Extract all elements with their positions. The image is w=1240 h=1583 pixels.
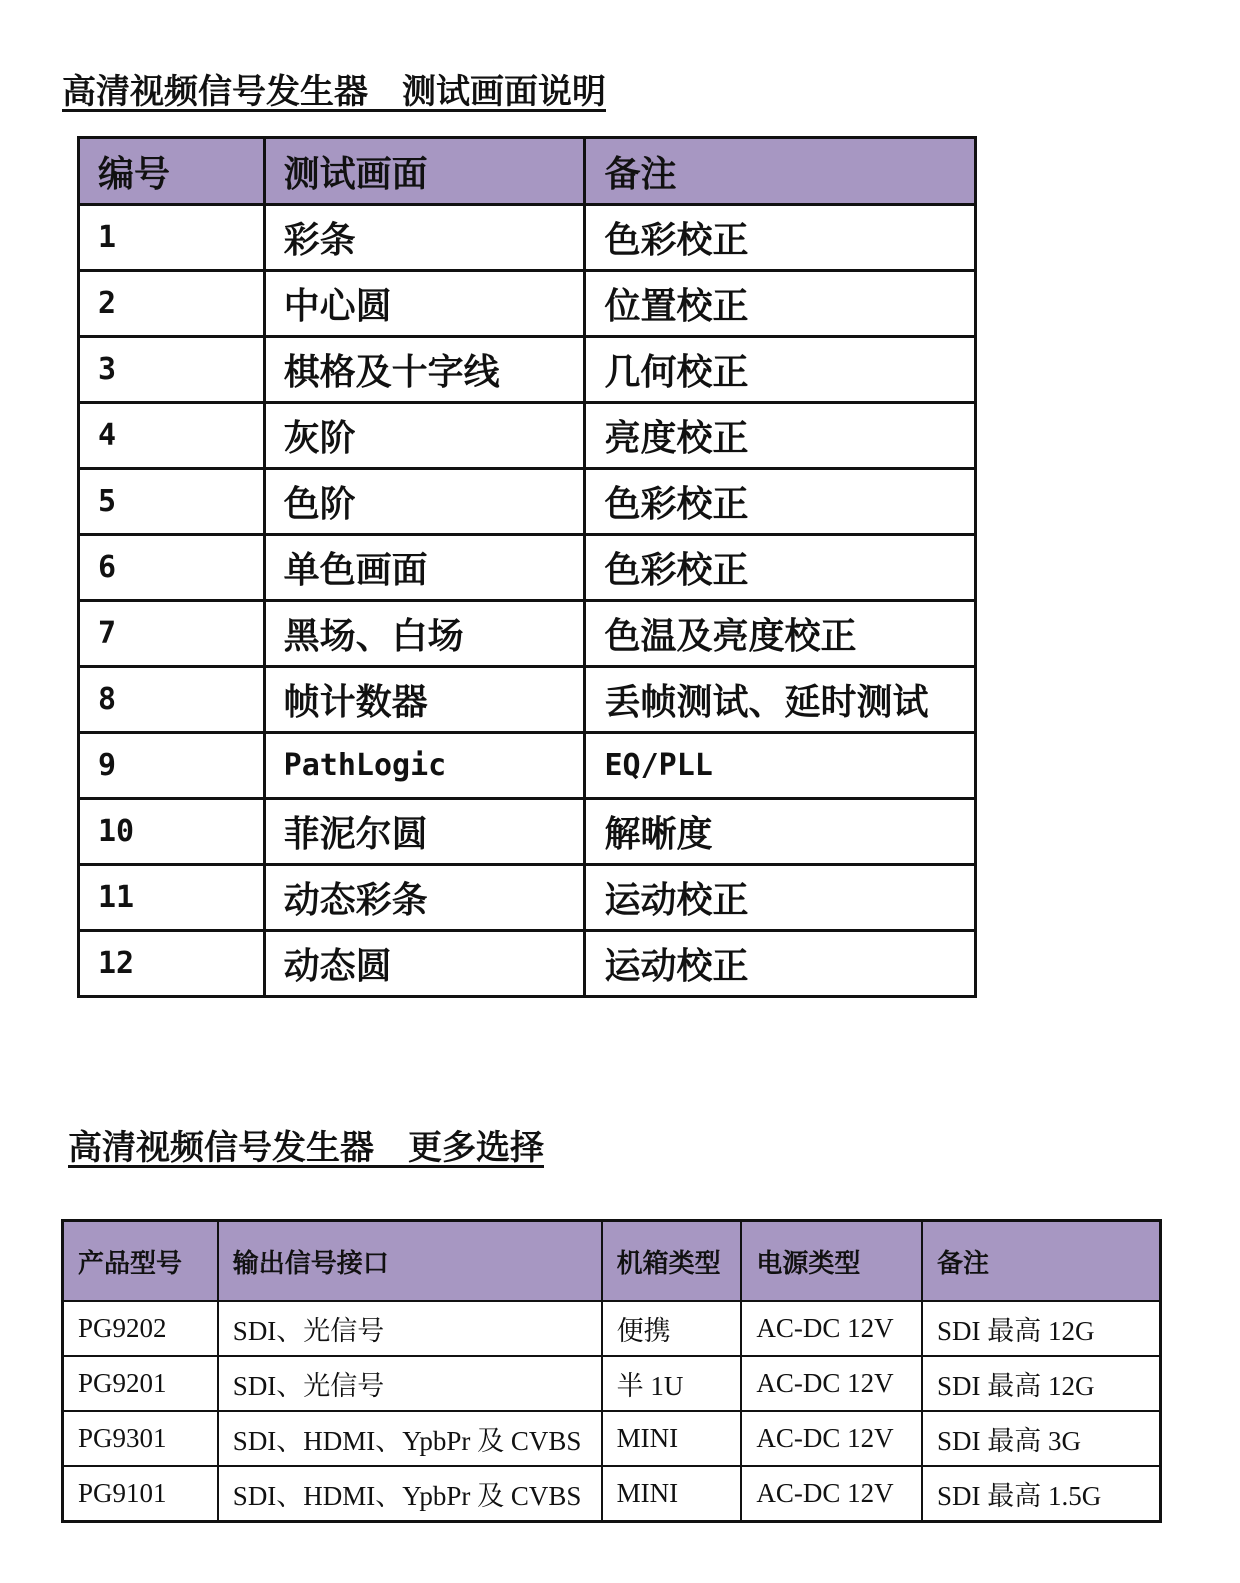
cell-chassis: MINI xyxy=(602,1411,742,1466)
cell-pattern: 帧计数器 xyxy=(264,667,585,733)
table-header-row xyxy=(63,1221,1161,1302)
cell-remark: SDI 最高 12G xyxy=(922,1356,1161,1411)
cell-number: 12 xyxy=(79,931,265,997)
table-row xyxy=(79,601,976,667)
cell-number: 8 xyxy=(79,667,265,733)
table-row xyxy=(79,205,976,271)
cell-output: SDI、光信号 xyxy=(218,1301,602,1356)
cell-remark: 色彩校正 xyxy=(585,535,976,601)
cell-pattern: 单色画面 xyxy=(264,535,585,601)
header-model: 产品型号 xyxy=(63,1221,218,1302)
table-row xyxy=(79,931,976,997)
header-power-type: 电源类型 xyxy=(741,1221,922,1302)
cell-pattern: 彩条 xyxy=(264,205,585,271)
cell-chassis: 便携 xyxy=(602,1301,742,1356)
cell-remark: 色温及亮度校正 xyxy=(585,601,976,667)
cell-number: 7 xyxy=(79,601,265,667)
cell-pattern: 灰阶 xyxy=(264,403,585,469)
cell-remark: SDI 最高 12G xyxy=(922,1301,1161,1356)
cell-remark: 色彩校正 xyxy=(585,205,976,271)
cell-power: AC-DC 12V xyxy=(741,1466,922,1522)
table-row xyxy=(63,1301,1161,1356)
test-patterns-table xyxy=(77,136,977,998)
cell-pattern: 动态彩条 xyxy=(264,865,585,931)
product-models-table xyxy=(61,1219,1162,1523)
cell-number: 9 xyxy=(79,733,265,799)
table-row xyxy=(79,865,976,931)
cell-pattern: 棋格及十字线 xyxy=(264,337,585,403)
table-row xyxy=(79,337,976,403)
section-title-more-options: 高清视频信号发生器 更多选择 xyxy=(68,1128,544,1168)
cell-model: PG9301 xyxy=(63,1411,218,1466)
section-title-test-patterns: 高清视频信号发生器 测试画面说明 xyxy=(62,72,606,112)
cell-power: AC-DC 12V xyxy=(741,1356,922,1411)
header-remark: 备注 xyxy=(585,138,976,205)
table-row xyxy=(79,667,976,733)
table-row xyxy=(79,799,976,865)
cell-number: 3 xyxy=(79,337,265,403)
table-row xyxy=(79,271,976,337)
cell-remark: 色彩校正 xyxy=(585,469,976,535)
cell-remark: 几何校正 xyxy=(585,337,976,403)
cell-remark: 运动校正 xyxy=(585,865,976,931)
header-test-pattern: 测试画面 xyxy=(264,138,585,205)
table-row xyxy=(63,1356,1161,1411)
cell-model: PG9201 xyxy=(63,1356,218,1411)
cell-remark: EQ/PLL xyxy=(585,733,976,799)
cell-model: PG9202 xyxy=(63,1301,218,1356)
cell-chassis: 半 1U xyxy=(602,1356,742,1411)
cell-pattern: 黑场、白场 xyxy=(264,601,585,667)
header-output-interface: 输出信号接口 xyxy=(218,1221,602,1302)
cell-model: PG9101 xyxy=(63,1466,218,1522)
cell-number: 11 xyxy=(79,865,265,931)
cell-pattern: PathLogic xyxy=(264,733,585,799)
header-number: 编号 xyxy=(79,138,265,205)
cell-output: SDI、HDMI、YpbPr 及 CVBS xyxy=(218,1466,602,1522)
cell-pattern: 动态圆 xyxy=(264,931,585,997)
cell-number: 6 xyxy=(79,535,265,601)
table-row xyxy=(63,1411,1161,1466)
cell-remark: SDI 最高 1.5G xyxy=(922,1466,1161,1522)
cell-pattern: 色阶 xyxy=(264,469,585,535)
table-header-row xyxy=(79,138,976,205)
table-row xyxy=(79,733,976,799)
table-row xyxy=(79,535,976,601)
cell-chassis: MINI xyxy=(602,1466,742,1522)
header-chassis-type: 机箱类型 xyxy=(602,1221,742,1302)
cell-number: 4 xyxy=(79,403,265,469)
cell-remark: SDI 最高 3G xyxy=(922,1411,1161,1466)
cell-pattern: 菲泥尔圆 xyxy=(264,799,585,865)
cell-remark: 位置校正 xyxy=(585,271,976,337)
table-row xyxy=(63,1466,1161,1522)
cell-power: AC-DC 12V xyxy=(741,1411,922,1466)
cell-remark: 亮度校正 xyxy=(585,403,976,469)
cell-number: 5 xyxy=(79,469,265,535)
table-row xyxy=(79,403,976,469)
cell-output: SDI、光信号 xyxy=(218,1356,602,1411)
table-row xyxy=(79,469,976,535)
cell-remark: 丢帧测试、延时测试 xyxy=(585,667,976,733)
cell-remark: 运动校正 xyxy=(585,931,976,997)
cell-pattern: 中心圆 xyxy=(264,271,585,337)
cell-output: SDI、HDMI、YpbPr 及 CVBS xyxy=(218,1411,602,1466)
cell-remark: 解晰度 xyxy=(585,799,976,865)
cell-number: 10 xyxy=(79,799,265,865)
cell-power: AC-DC 12V xyxy=(741,1301,922,1356)
cell-number: 2 xyxy=(79,271,265,337)
header-remark: 备注 xyxy=(922,1221,1161,1302)
cell-number: 1 xyxy=(79,205,265,271)
